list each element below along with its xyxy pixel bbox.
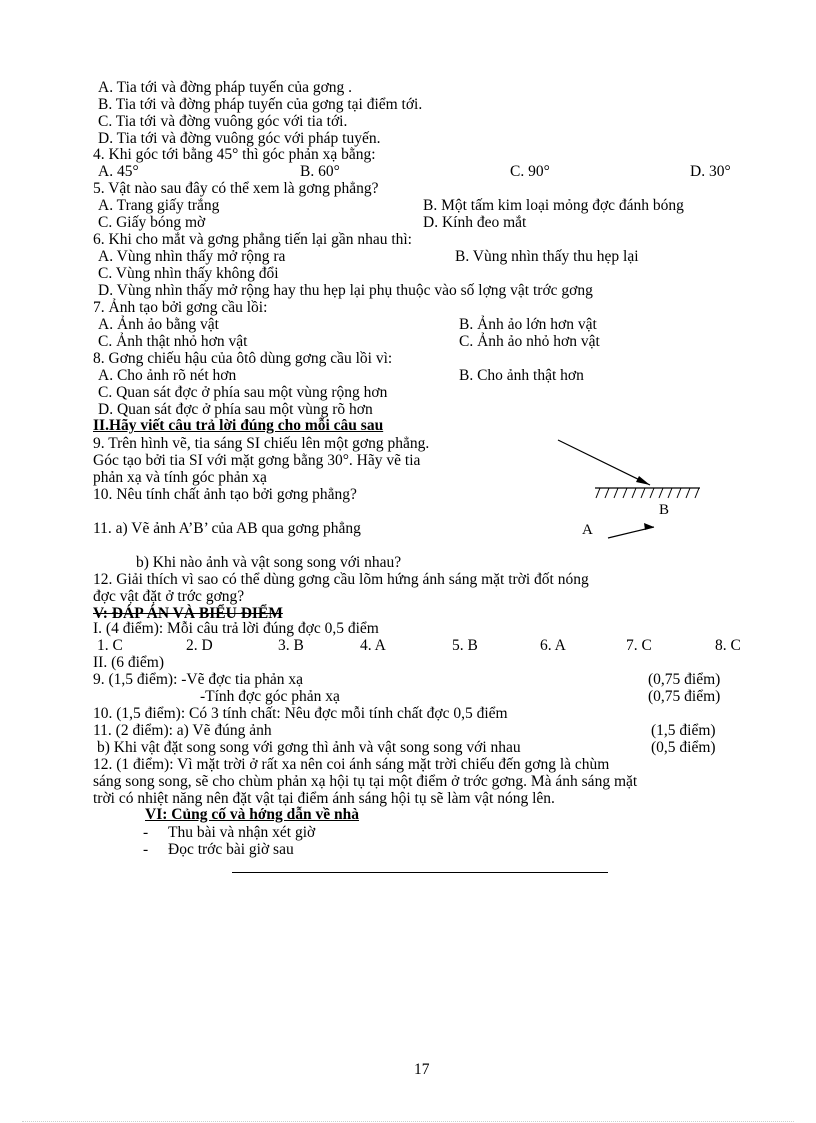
q5-option-c: C. Giấy bóng mờ <box>98 214 206 231</box>
score-row-9a: 9. (1,5 điểm): -Vẽ đợc tia phản xạ <box>93 671 304 688</box>
answer-1: 1. C <box>97 637 123 654</box>
q6-question: 6. Khi cho mắt và gơng phẳng tiến lại gần nhau thì: <box>93 231 412 248</box>
q8-option-d: D. Quan sát đợc ở phía sau một vùng rõ hơn <box>98 401 373 418</box>
q9-line-2: Góc tạo bởi tia SI với mặt gơng bằng 30°. Hãy vẽ tia <box>93 452 421 469</box>
q11b-question: b) Khi nào ảnh và vật song song với nhau? <box>136 554 402 571</box>
q11a-question: 11. a) Vẽ ảnh A’B’ của AB qua gơng phẳng <box>93 520 361 537</box>
bullet-marker-1: - <box>143 824 149 841</box>
q5-question: 5. Vật nào sau đây có thể xem là gơng phẳng? <box>93 180 379 197</box>
q12-answer-line-1: 12. (1 điểm): Vì mặt trời ở rất xa nên coi ánh sáng mặt trời chiếu đến gơng là chùm <box>93 756 610 773</box>
bullet-item-1: Thu bài và nhận xét giờ <box>168 824 316 841</box>
q6-option-d: D. Vùng nhìn thấy mở rộng hay thu hẹp lại phụ thuộc vào số lợng vật trớc gơng <box>98 282 593 299</box>
answer-7: 7. C <box>626 637 652 654</box>
q3-option-d: D. Tia tới và đờng vuông góc với pháp tuyến. <box>98 130 381 147</box>
section-2-heading: II.Hãy viết câu trả lời đúng cho mỗi câu sau <box>93 417 384 434</box>
q9-mirror-figure <box>558 440 700 498</box>
page-number: 17 <box>414 1061 430 1078</box>
incident-ray-arrowhead <box>636 476 650 485</box>
answer-4: 4. A <box>360 637 386 654</box>
label-b: B <box>659 502 670 518</box>
q7-option-a: A. Ảnh ảo bằng vật <box>98 316 219 333</box>
q8-question: 8. Gơng chiếu hậu của ôtô dùng gơng cầu lồi vì: <box>93 350 393 367</box>
section-6-heading: VI: Củng cố và hớng dẫn về nhà <box>145 806 360 823</box>
q6-option-c: C. Vùng nhìn thấy không đổi <box>98 265 279 282</box>
answer-8: 8. C <box>715 637 741 654</box>
q6-option-a: A. Vùng nhìn thấy mở rộng ra <box>98 248 286 265</box>
q8-option-c: C. Quan sát đợc ở phía sau một vùng rộng hơn <box>98 384 388 401</box>
score-row-11b: b) Khi vật đặt song song với gơng thì ảnh và vật song song với nhau <box>97 739 521 756</box>
object-ab-arrowhead <box>644 523 654 530</box>
q4-question: 4. Khi góc tới bằng 45° thì góc phản xạ bằng: <box>93 146 376 163</box>
q7-question: 7. Ảnh tạo bởi gơng cầu lồi: <box>93 299 268 316</box>
q7-option-b: B. Ảnh ảo lớn hơn vật <box>459 316 597 333</box>
q12-line-2: đợc vật đặt ở trớc gơng? <box>93 588 245 605</box>
q4-option-d: D. 30° <box>690 163 731 180</box>
q4-option-b: B. 60° <box>300 163 340 180</box>
answer-5: 5. B <box>452 637 478 654</box>
part-1-header: I. (4 điểm): Mỗi câu trả lời đúng đợc 0,5 điểm <box>93 620 379 637</box>
end-divider <box>232 872 608 873</box>
q12-line-1: 12. Giải thích vì sao có thể dùng gơng cầu lõm hứng ánh sáng mặt trời đốt nóng <box>93 571 589 588</box>
score-row-9b: -Tính đợc góc phản xạ <box>200 688 340 705</box>
q5-option-b: B. Một tấm kim loại mỏng đợc đánh bóng <box>423 197 684 214</box>
part-2-header: II. (6 điểm) <box>93 654 165 671</box>
q3-option-b: B. Tia tới và đờng pháp tuyến của gơng tại điểm tới. <box>98 96 423 113</box>
q6-option-b: B. Vùng nhìn thấy thu hẹp lại <box>455 248 639 265</box>
q3-option-c: C. Tia tới và đờng vuông góc với tia tới. <box>98 113 348 130</box>
score-row-11a: 11. (2 điểm): a) Vẽ đúng ảnh <box>93 722 272 739</box>
bullet-item-2: Đọc trớc bài giờ sau <box>168 841 294 858</box>
answer-3: 3. B <box>278 637 304 654</box>
answers-heading: V: ĐÁP ÁN VÀ BIỂU ĐIỂM <box>93 605 283 622</box>
page-bottom-border <box>22 1121 794 1122</box>
score-row-10: 10. (1,5 điểm): Có 3 tính chất: Nêu đợc mỗi tính chất đợc 0,5 điểm <box>93 705 508 722</box>
q9-line-3: phản xạ và tính góc phản xạ <box>93 469 267 486</box>
answer-6: 6. A <box>540 637 566 654</box>
q8-option-a: A. Cho ảnh rõ nét hơn <box>98 367 237 384</box>
bullet-marker-2: - <box>143 841 149 858</box>
answer-2: 2. D <box>186 637 213 654</box>
mirror-hatching <box>596 488 699 498</box>
q4-option-c: C. 90° <box>510 163 550 180</box>
q9-line-1: 9. Trên hình vẽ, tia sáng SI chiếu lên một gơng phẳng. <box>93 435 430 452</box>
q5-option-a: A. Trang giấy trắng <box>98 197 220 214</box>
score-9a: (0,75 điểm) <box>648 671 721 688</box>
q12-answer-line-2: sáng song song, sẽ cho chùm phản xạ hội tụ tại một điểm ở trớc gơng. Mà ánh sáng mặt <box>93 773 638 790</box>
incident-ray-si <box>558 440 650 485</box>
score-9b: (0,75 điểm) <box>648 688 721 705</box>
q7-option-d: C. Ảnh ảo nhỏ hơn vật <box>459 333 600 350</box>
q7-option-c: C. Ảnh thật nhỏ hơn vật <box>98 333 248 350</box>
q5-option-d: D. Kính đeo mắt <box>423 214 527 231</box>
q10-question: 10. Nêu tính chất ảnh tạo bởi gơng phẳng? <box>93 486 357 503</box>
q11-object-figure <box>582 502 669 538</box>
q3-option-a: A. Tia tới và đờng pháp tuyến của gơng . <box>98 79 353 96</box>
q4-option-a: A. 45° <box>98 163 139 180</box>
score-11b: (0,5 điểm) <box>651 739 716 756</box>
q8-option-b: B. Cho ảnh thật hơn <box>459 367 584 384</box>
label-a: A <box>582 522 593 538</box>
score-11a: (1,5 điểm) <box>651 722 716 739</box>
q12-answer-line-3: trời có nhiệt năng nên đặt vật tại điểm ánh sáng hội tụ sẽ làm vật nóng lên. <box>93 790 555 807</box>
